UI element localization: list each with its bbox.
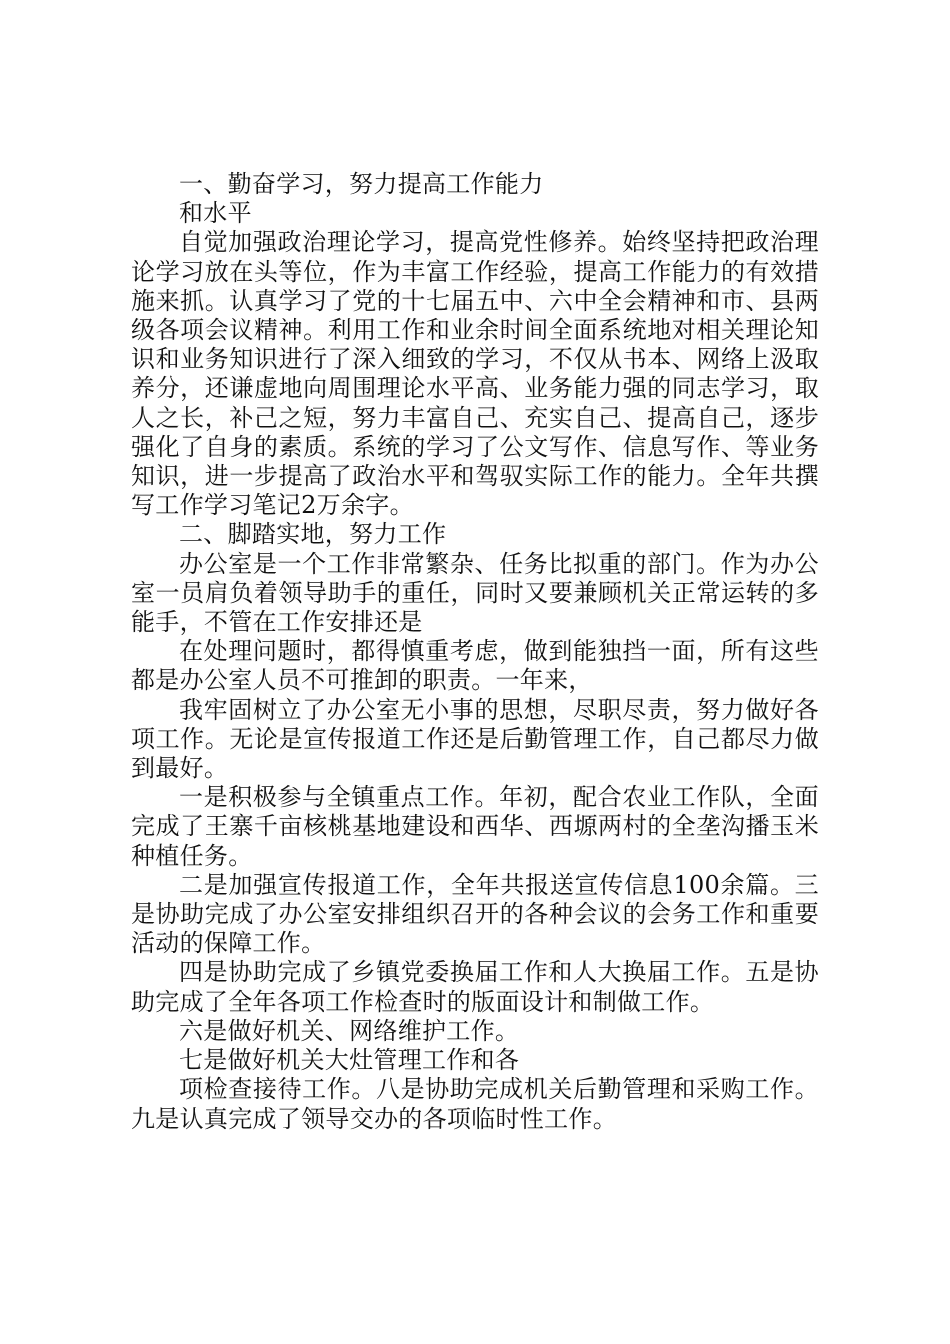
paragraph-item-6: 六是做好机关、网络维护工作。: [179, 1016, 520, 1045]
section-heading-1-line-2: 和水平: [179, 199, 252, 228]
paragraph-study: 自觉加强政治理论学习，提高党性修养。始终坚持把政治理论学习放在头等位，作为丰富工作经验，提高工作能力的有效措施来抓。认真学习了党的十七届五中、六中全会精神和市、县两级各项会议精神。利用工作和业余时间全面系统地对相关理论知识和业务知识进行了深入细致的学习，不仅从书本、网络上汲取养分，还谦虚地向周围理论水平高、业务能力强的同志学习，取人之长，补己之短，努力丰富自己、充实自己、提高自己，逐步强化了自身的素质。系统的学习了公文写作、信息写作、等业务知识，进一步提高了政治水平和驾驭实际工作的能力。全年共撰写工作学习笔记2万余字。: [131, 228, 819, 520]
paragraph-item-4-5: 四是协助完成了乡镇党委换届工作和人大换届工作。五是协助完成了全年各项工作检查时的版面设计和制做工作。: [131, 958, 819, 1016]
paragraph-item-2-3: 二是加强宣传报道工作，全年共报送宣传信息100余篇。三是协助完成了办公室安排组织召开的各种会议的会务工作和重要活动的保障工作。: [131, 870, 819, 958]
paragraph-office-role: 办公室是一个工作非常繁杂、任务比拟重的部门。作为办公室一员肩负着领导助手的重任，同时又要兼顾机关正常运转的多能手，不管在工作安排还是: [131, 549, 819, 637]
paragraph-item-7: 七是做好机关大灶管理工作和各: [179, 1046, 520, 1075]
document-body: [131, 170, 819, 1134]
paragraph-handling-issues: 在处理问题时，都得慎重考虑，做到能独挡一面，所有这些都是办公室人员不可推卸的职责。一年来，: [131, 637, 819, 695]
paragraph-responsibility: 我牢固树立了办公室无小事的思想，尽职尽责，努力做好各项工作。无论是宣传报道工作还是后勤管理工作，自己都尽力做到最好。: [131, 695, 819, 783]
paragraph-item-8-9: 项检查接待工作。八是协助完成机关后勤管理和采购工作。九是认真完成了领导交办的各项临时性工作。: [131, 1075, 819, 1133]
section-heading-1-line-1: 一、勤奋学习，努力提高工作能力: [179, 170, 544, 198]
paragraph-item-1: 一是积极参与全镇重点工作。年初，配合农业工作队，全面完成了王寨千亩核桃基地建设和西华、西塬两村的全垄沟播玉米种植任务。: [131, 783, 819, 870]
section-heading-2: 二、脚踏实地，努力工作: [179, 520, 447, 549]
